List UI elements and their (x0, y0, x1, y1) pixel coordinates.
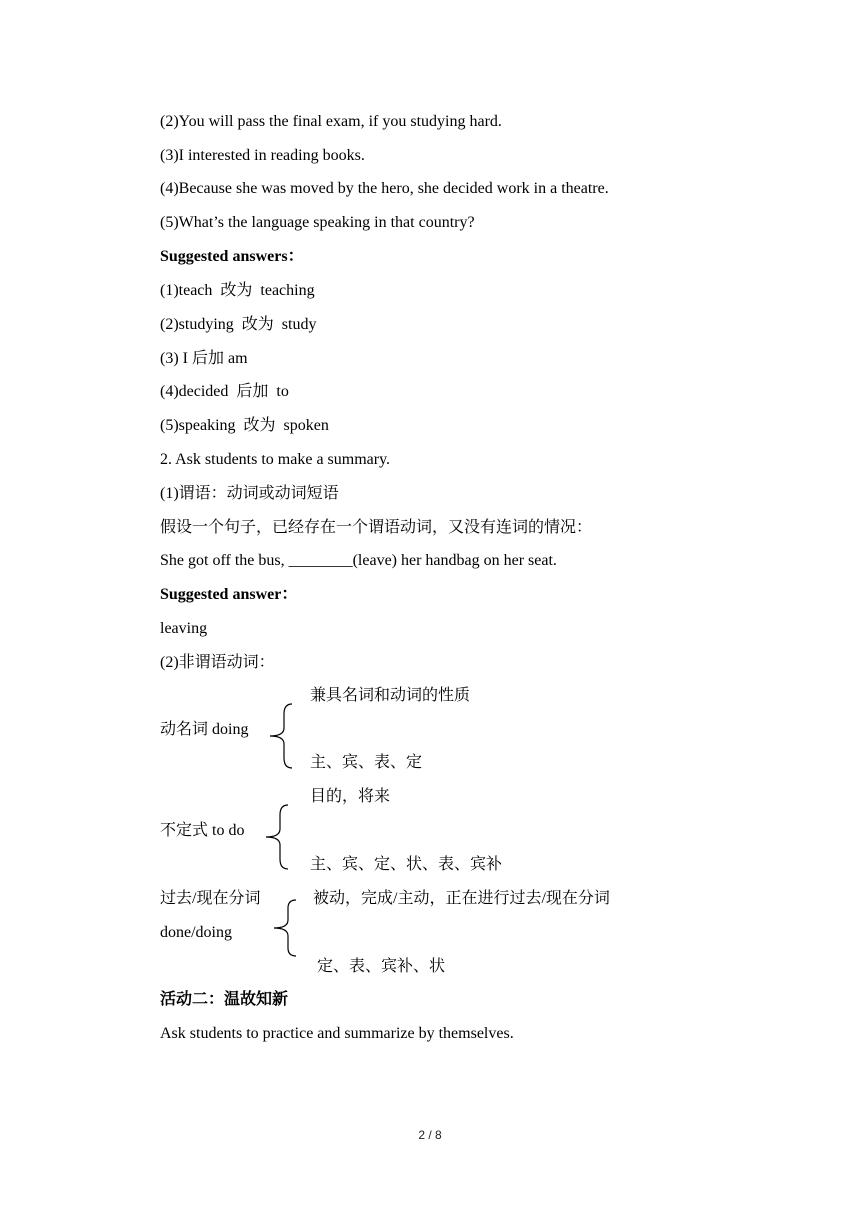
example-sentence: She got off the bus, ________(leave) her handbag on her seat. (160, 552, 557, 569)
exercise-sentence-2: (2)You will pass the final exam, if you studying hard. (160, 113, 502, 130)
gerund-feature: 兼具名词和动词的性质 (310, 687, 471, 704)
participle-functions: 定、表、宾补、状 (317, 958, 446, 975)
example-answer: leaving (160, 620, 208, 637)
predicate-explanation: 假设一个句子，已经存在一个谓语动词，又没有连词的情况： (160, 519, 593, 536)
suggested-answer-heading: Suggested answer： (160, 586, 298, 603)
answer-1: (1)teach 改为 teaching (160, 282, 315, 299)
activity-two-heading: 活动二：温故知新 (160, 991, 289, 1008)
answer-3: (3) I 后加 am (160, 350, 248, 367)
answer-2: (2)studying 改为 study (160, 316, 317, 333)
answer-4: (4)decided 后加 to (160, 383, 289, 400)
infinitive-brace-icon (262, 801, 292, 873)
participle-feature: 被动，完成/主动，正在进行过去/现在分词 (313, 890, 610, 907)
infinitive-feature: 目的，将来 (310, 788, 391, 805)
suggested-answers-heading: Suggested answers： (160, 248, 304, 265)
gerund-functions: 主、宾、表、定 (310, 754, 423, 771)
participle-label-form: done/doing (160, 924, 232, 941)
participle-label: 过去/现在分词 (160, 890, 261, 907)
participle-brace-icon (270, 896, 300, 960)
infinitive-functions: 主、宾、定、状、表、宾补 (310, 856, 503, 873)
infinitive-label: 不定式 to do (160, 822, 245, 839)
exercise-sentence-5: (5)What’s the language speaking in that country? (160, 214, 475, 231)
answer-5: (5)speaking 改为 spoken (160, 417, 329, 434)
non-predicate-heading: (2)非谓语动词： (160, 654, 275, 671)
practice-instruction: Ask students to practice and summarize by themselves. (160, 1025, 514, 1042)
summary-instruction: 2. Ask students to make a summary. (160, 451, 391, 468)
page-number: 2 / 8 (418, 1128, 442, 1142)
predicate-heading: (1)谓语：动词或动词短语 (160, 485, 339, 502)
gerund-brace-icon (266, 700, 296, 772)
exercise-sentence-4: (4)Because she was moved by the hero, she decided work in a theatre. (160, 180, 609, 197)
exercise-sentence-3: (3)I interested in reading books. (160, 147, 365, 164)
gerund-label: 动名词 doing (160, 721, 249, 738)
